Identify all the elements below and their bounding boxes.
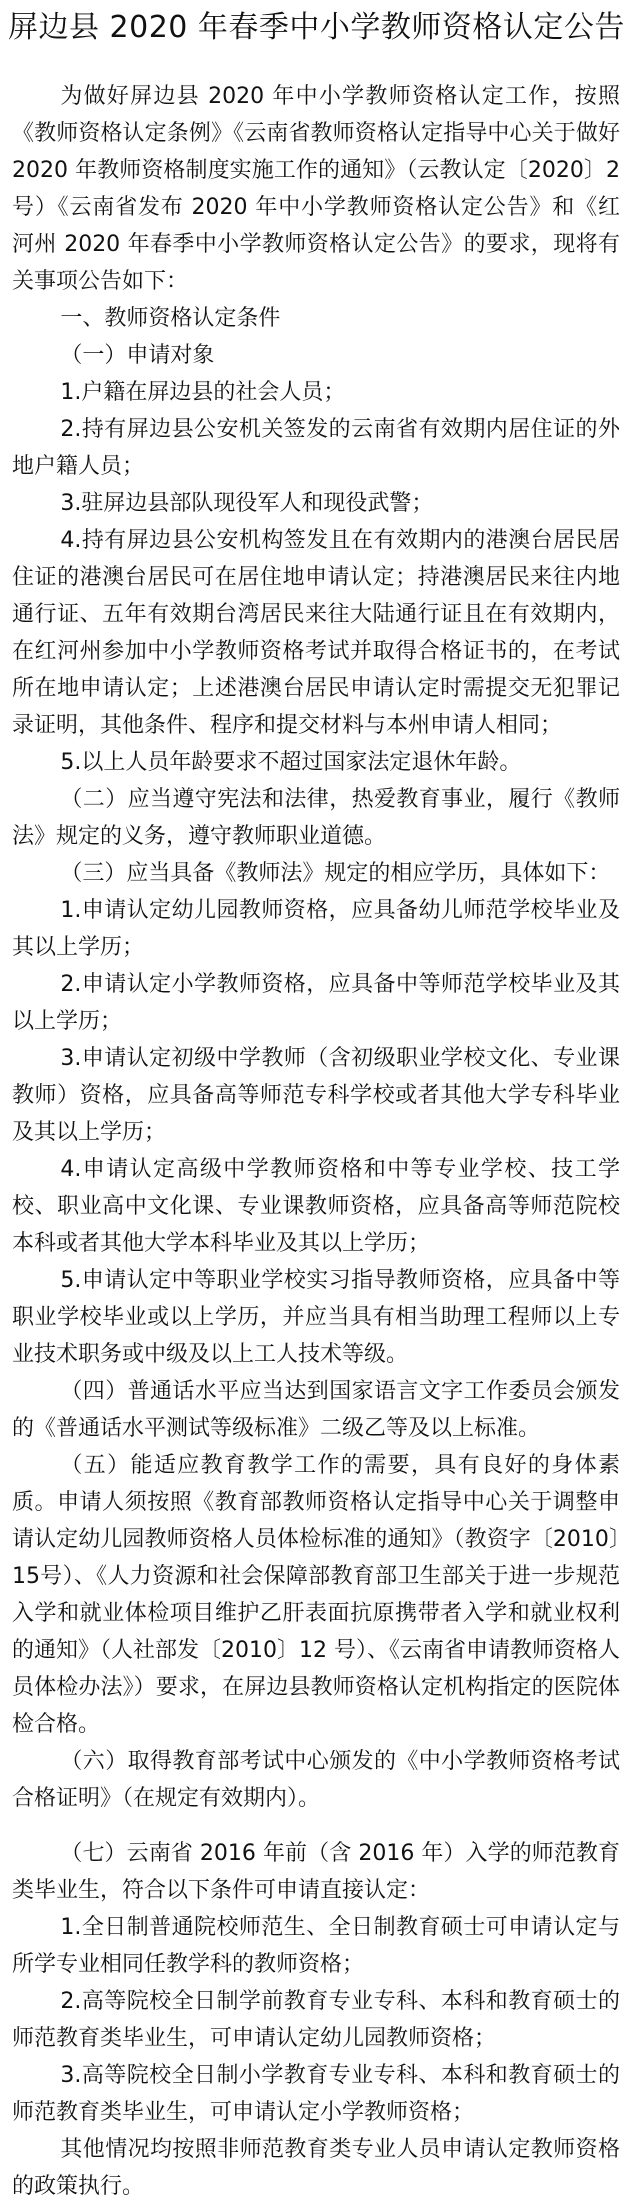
list-item: 3.高等院校全日制小学教育专业专科、本科和教育硕士的师范教育类毕业生，可申请认定小学教师资格；	[12, 2063, 620, 2125]
list-item: 2.申请认定小学教师资格，应具备中等师范学校毕业及其以上学历；	[12, 972, 620, 1034]
condition-paragraph: （七）云南省 2016 年前（含 2016 年）入学的师范教育类毕业生，符合以下条件可申请直接认定：	[12, 1841, 620, 1903]
condition-paragraph: （三）应当具备《教师法》规定的相应学历，具体如下：	[60, 861, 611, 886]
notice-body	[12, 78, 620, 2205]
list-item: 4.持有屏边县公安机构签发且在有效期内的港澳台居民居住证的港澳台居民可在居住地申请认定；持港澳居民来往内地通行证、五年有效期台湾居民来往大陆通行证且在有效期内，在红河州参加中小学教师资格考试并取得合格证书的，在考试所在地申请认定；上述港澳台居民申请认定时需提交无犯罪记录证明，其他条件、程序和提交材料与本州申请人相同；	[12, 528, 620, 738]
condition-paragraph: （六）取得教育部考试中心颁发的《中小学教师资格考试合格证明》（在规定有效期内）。	[12, 1749, 620, 1811]
condition-paragraph: （四）普通话水平应当达到国家语言文字工作委员会颁发的《普通话水平测试等级标准》二级乙等及以上标准。	[12, 1379, 620, 1441]
list-item: 2.持有屏边县公安机关签发的云南省有效期内居住证的外地户籍人员；	[12, 417, 620, 479]
condition-paragraph: （五）能适应教育教学工作的需要，具有良好的身体素质。申请人须按照《教育部教师资格认定指导中心关于调整申请认定幼儿园教师资格人员体检标准的通知》（教资字〔2010〕15号）、《人力资源和社会保障部教育部卫生部关于进一步规范入学和就业体检项目维护乙肝表面抗原携带者入学和就业权利的通知》（人社部发〔2010〕12 号）、《云南省申请教师资格人员体检办法》）要求，在屏边县教师资格认定机构指定的医院体检合格。	[12, 1453, 620, 1737]
list-item: 1.全日制普通院校师范生、全日制教育硕士可申请认定与所学专业相同任教学科的教师资格；	[12, 1915, 620, 1977]
closing-paragraph: 其他情况均按照非师范教育类专业人员申请认定教师资格的政策执行。	[12, 2137, 620, 2199]
condition-paragraph: （二）应当遵守宪法和法律，热爱教育事业，履行《教师法》规定的义务，遵守教师职业道德。	[12, 787, 620, 849]
list-item: 3.申请认定初级中学教师（含初级职业学校文化、专业课教师）资格，应具备高等师范专科学校或者其他大学专科毕业及其以上学历；	[12, 1046, 620, 1145]
intro-paragraph: 为做好屏边县 2020 年中小学教师资格认定工作，按照《教师资格认定条例》《云南省教师资格认定指导中心关于做好 2020 年教师资格制度实施工作的通知》（云教认定〔2020〕2 号）《云南省发布 2020 年中小学教师资格认定公告》和《红河州 2020 年春季中小学教师资格认定公告》的要求，现将有关事项公告如下：	[12, 84, 620, 294]
subsection-heading: （一）申请对象	[60, 343, 215, 368]
list-item: 3.驻屏边县部队现役军人和现役武警；	[60, 491, 434, 516]
list-item: 5.申请认定中等职业学校实习指导教师资格，应具备中等职业学校毕业或以上学历，并应当具有相当助理工程师以上专业技术职务或中级及以上工人技术等级。	[12, 1268, 620, 1367]
list-item: 1.申请认定幼儿园教师资格，应具备幼儿师范学校毕业及其以上学历；	[12, 898, 620, 960]
list-item: 4.申请认定高级中学教师资格和中等专业学校、技工学校、职业高中文化课、专业课教师资格，应具备高等师范院校本科或者其他大学本科毕业及其以上学历；	[12, 1157, 620, 1256]
section-heading: 一、教师资格认定条件	[60, 306, 281, 331]
list-item: 5.以上人员年龄要求不超过国家法定退休年龄。	[60, 750, 522, 775]
page-title: 屏边县 2020 年春季中小学教师资格认定公告	[8, 10, 625, 45]
list-item: 1.户籍在屏边县的社会人员；	[60, 380, 346, 405]
list-item: 2.高等院校全日制学前教育专业专科、本科和教育硕士的师范教育类毕业生，可申请认定幼儿园教师资格；	[12, 1989, 620, 2051]
